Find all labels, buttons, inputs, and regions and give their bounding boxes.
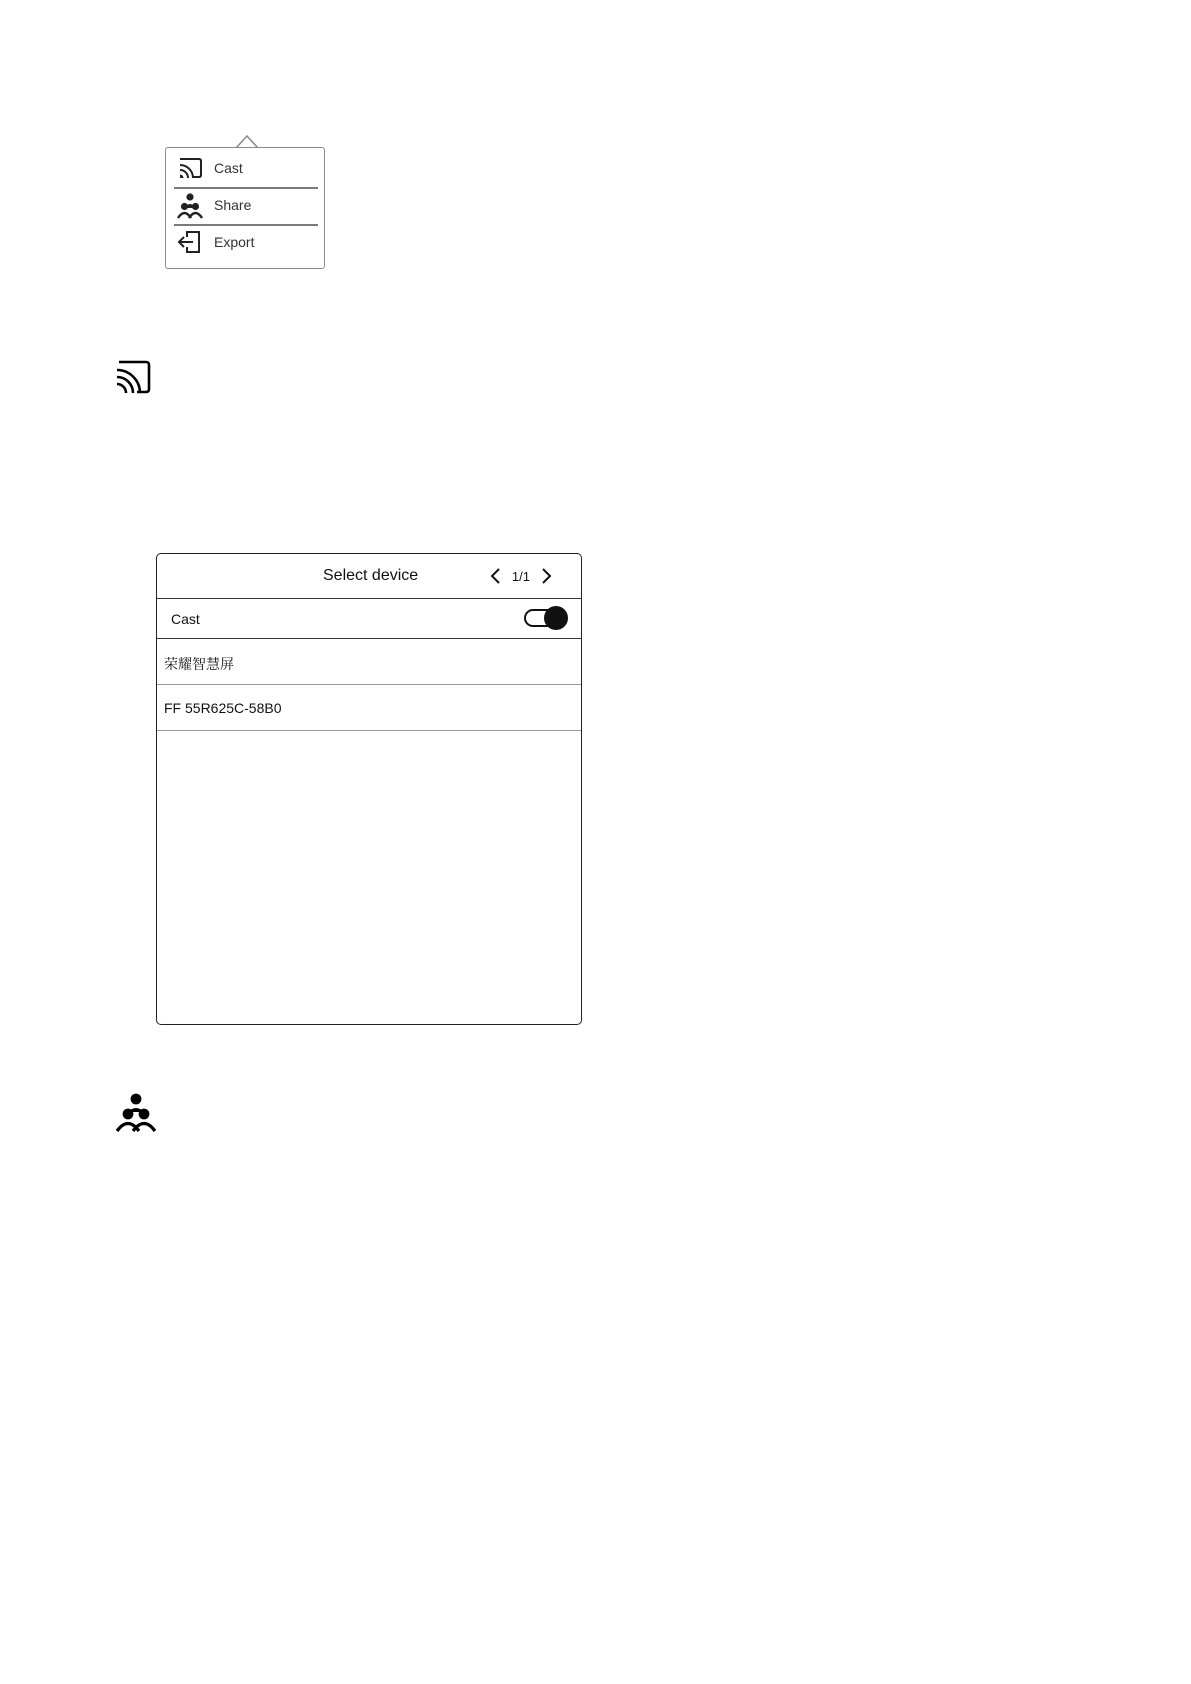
toggle-knob [544,606,568,630]
dialog-title: Select device [323,567,419,584]
cast-icon [176,154,204,182]
cast-icon [114,358,152,396]
device-list-item[interactable] [157,685,581,731]
chevron-left-icon[interactable] [489,567,503,585]
cast-toggle-label: Cast [171,611,200,627]
page-indicator: 1/1 [511,568,530,584]
menu-item-share[interactable] [174,187,318,223]
device-name: 荣耀智慧屏 [164,656,234,672]
dialog-header [157,554,581,599]
cast-toggle-row [157,599,581,639]
menu-item-export[interactable] [174,224,318,260]
more-options-popup [165,147,325,269]
export-icon [176,228,204,256]
share-icon [115,1092,157,1132]
menu-item-label: Share [214,197,252,213]
menu-item-cast[interactable] [174,150,318,186]
pager [489,564,553,588]
device-name: FF 55R625C-58B0 [164,700,282,716]
chevron-right-icon[interactable] [539,567,553,585]
menu-item-label: Cast [214,160,243,176]
share-icon [176,191,204,219]
menu-item-label: Export [214,234,255,250]
cast-toggle[interactable] [524,606,568,630]
select-device-dialog [156,553,582,1025]
device-list-item[interactable] [157,639,581,685]
